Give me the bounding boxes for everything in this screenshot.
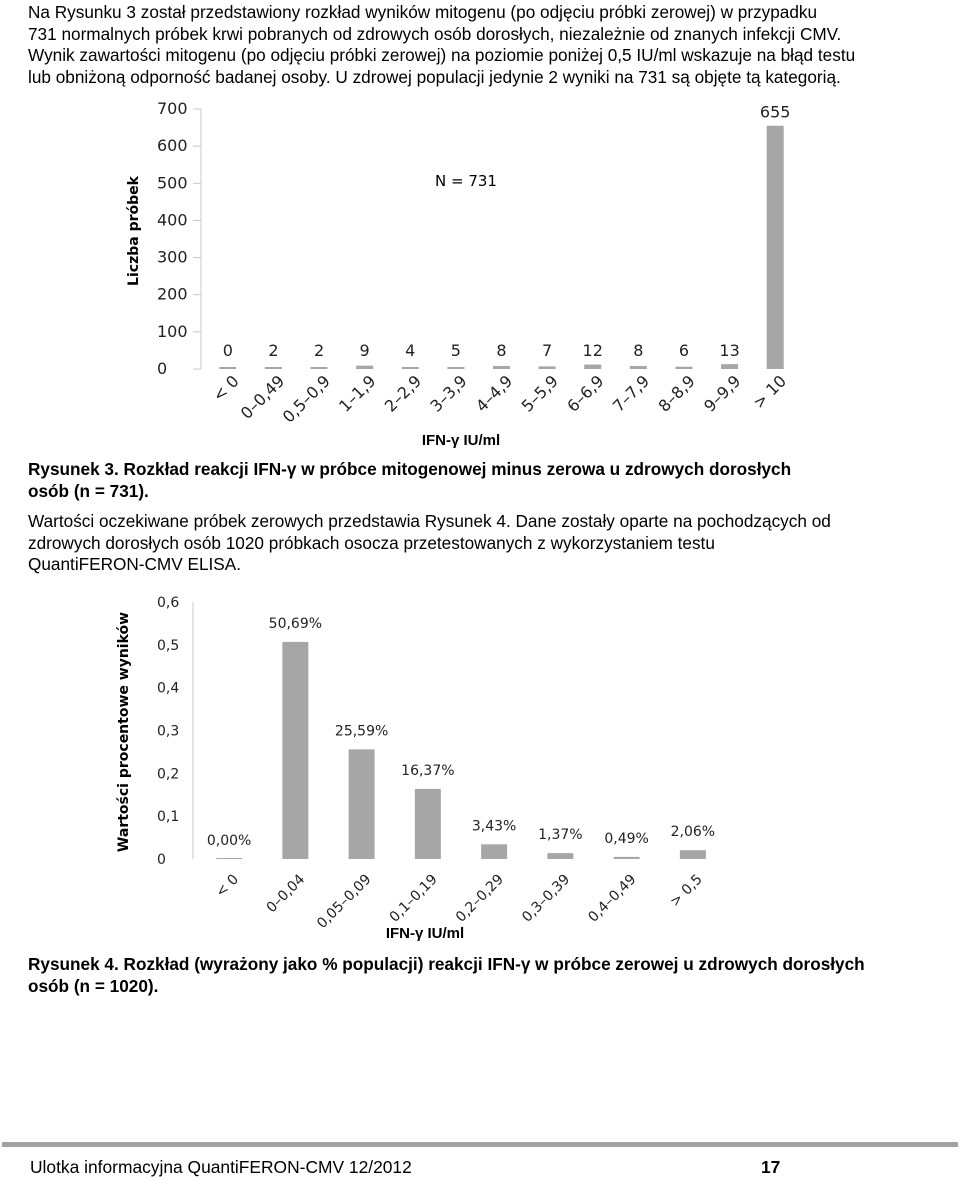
figure4-caption: [28, 954, 940, 997]
bar: [282, 642, 308, 859]
data-label: 7: [542, 341, 553, 360]
category-label: 1–1,9: [335, 371, 380, 416]
y-tick-label: 0,4: [157, 680, 180, 697]
data-label: 13: [719, 341, 740, 360]
caption-line: Rysunek 3. Rozkład reakcji IFN-γ w próbce mitogenowej minus zerowa u zdrowych dorosłych: [28, 459, 792, 479]
bar: [481, 844, 507, 859]
y-tick-label: 0: [157, 359, 168, 378]
category-label: 3–3,9: [426, 371, 471, 416]
data-label: 3,43%: [471, 818, 517, 835]
category-label: 2–2,9: [380, 371, 426, 416]
intro-line: lub obniżoną odporność badanej osoby. U zdrowej populacji jedynie 2 wyniki na 731 są objęte tą kategorią.: [28, 66, 841, 87]
mid-line: QuantiFERON-CMV ELISA.: [28, 554, 241, 574]
data-label: 8: [496, 341, 507, 360]
category-label: < 0: [212, 871, 242, 901]
data-label: 2,06%: [670, 824, 716, 841]
figure4-intro-paragraph: [28, 511, 940, 576]
bar: [539, 366, 556, 369]
bar: [402, 367, 419, 369]
data-label: 2: [313, 341, 325, 360]
y-tick-label: 0,2: [157, 766, 180, 783]
footer-divider: [2, 1142, 958, 1147]
category-label: 0,5–0,9: [278, 371, 334, 427]
x-axis-title: IFN-γ IU/ml: [421, 432, 501, 449]
y-tick-label: 500: [157, 173, 188, 193]
category-label: 0,2–0,29: [452, 871, 507, 926]
data-label: 25,59%: [334, 723, 389, 740]
y-tick-label: 600: [157, 136, 188, 156]
category-label: 0,4–0,49: [585, 871, 640, 926]
y-tick-label: 0,6: [157, 595, 180, 611]
y-tick-label: 0,5: [157, 637, 180, 654]
category-label: 4–4,9: [472, 371, 517, 416]
x-axis-title: IFN-γ IU/ml: [385, 925, 465, 942]
category-label: 0,1–0,19: [386, 871, 441, 926]
category-label: 0,3–0,39: [519, 871, 574, 926]
category-label: 8–8,9: [654, 371, 699, 416]
category-label: 5–5,9: [517, 371, 562, 416]
data-label: 5: [450, 341, 461, 360]
bar: [349, 749, 375, 859]
bar: [547, 853, 573, 859]
mid-line: zdrowych dorosłych osób 1020 próbkach osocza przetestowanych z wykorzystaniem testu: [28, 532, 715, 553]
intro-line: Wynik zawartości mitogenu (po odjęciu próbki zerowej) na poziomie poniżej 0,5 IU/ml wskazuje na błąd testu: [28, 45, 856, 65]
data-label: 16,37%: [401, 762, 455, 779]
y-tick-label: 200: [157, 284, 188, 304]
category-label: 6–6,9: [563, 371, 608, 416]
bar: [415, 789, 441, 859]
y-tick-label: 100: [157, 321, 188, 341]
bar: [265, 367, 282, 369]
data-label: 50,69%: [268, 615, 323, 632]
data-label: 0,49%: [604, 830, 649, 847]
data-label: 4: [405, 341, 416, 360]
data-label: 0,00%: [206, 833, 252, 849]
y-tick-label: 0,3: [157, 723, 180, 740]
figure3-caption: [28, 459, 940, 502]
y-tick-label: 0,1: [157, 809, 180, 826]
data-label: 12: [582, 341, 603, 360]
bar: [767, 126, 784, 369]
category-label: 0–0,49: [236, 371, 289, 423]
data-label: 2: [268, 341, 279, 360]
y-tick-label: 300: [157, 247, 188, 267]
bar: [493, 366, 510, 369]
y-tick-label: 0: [157, 852, 166, 868]
intro-line: 731 normalnych próbek krwi pobranych od zdrowych osób dorosłych, niezależnie od znanych infekcji CMV.: [28, 23, 842, 44]
data-label: 655: [759, 102, 791, 122]
bar: [630, 366, 647, 369]
intro-paragraph: [28, 2, 940, 88]
data-label: 1,37%: [538, 827, 583, 844]
page-number: 17: [761, 1157, 781, 1177]
caption-line: osób (n = 731).: [28, 480, 149, 501]
figure4-chart: [0, 590, 960, 945]
bar: [447, 367, 464, 369]
data-label: 8: [633, 341, 644, 360]
category-label: 0–0,04: [263, 871, 309, 917]
bar: [614, 857, 640, 859]
bar: [216, 858, 242, 859]
category-label: 7–7,9: [608, 371, 654, 416]
y-axis-title: Wartości procentowe wyników: [116, 611, 132, 853]
bar: [356, 366, 373, 369]
mid-line: Wartości oczekiwane próbek zerowych przedstawia Rysunek 4. Dane zostały oparte na pochodzących od: [28, 511, 831, 531]
data-label: 0: [222, 341, 233, 360]
y-axis-title: Liczba próbek: [126, 176, 142, 286]
bar: [584, 365, 601, 369]
y-tick-label: 700: [157, 99, 188, 118]
data-label: 6: [678, 341, 690, 360]
bar: [219, 367, 236, 369]
y-tick-label: 400: [157, 210, 188, 230]
data-label: 9: [359, 341, 370, 360]
caption-line: Rysunek 4. Rozkład (wyrażony jako % populacji) reakcji IFN-γ w próbce zerowej u zdrowych dorosłych: [28, 954, 865, 974]
figure3-chart: [0, 95, 960, 455]
category-label: < 0: [208, 371, 243, 406]
category-label: > 0,5: [667, 871, 706, 911]
bar: [721, 364, 738, 369]
category-label: 0,05–0,09: [314, 871, 375, 932]
caption-line: osób (n = 1020).: [28, 975, 159, 996]
intro-line: Na Rysunku 3 został przedstawiony rozkład wyników mitogenu (po odjęciu próbki zerowej) w przypadku: [28, 2, 818, 22]
bar: [311, 367, 328, 369]
bar: [675, 367, 692, 369]
category-label: > 10: [749, 371, 791, 413]
category-label: 9–9,9: [700, 371, 745, 416]
chart-annotation: N = 731: [435, 172, 497, 190]
bar: [680, 850, 706, 859]
footer-text: Ulotka informacyjna QuantiFERON-CMV 12/2012: [30, 1157, 412, 1177]
